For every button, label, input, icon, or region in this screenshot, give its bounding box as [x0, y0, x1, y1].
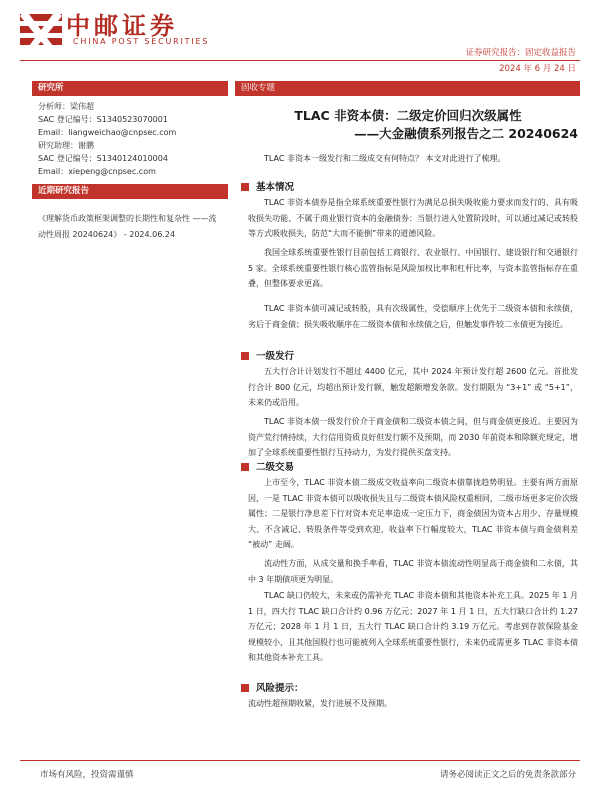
section-bullet-icon: [241, 684, 249, 692]
secondary-paragraph-1: 上市至今，TLAC 非资本债二级成交收益率向二级资本债靠拢趋势明显。主要有两方面原因，一是 TLAC 非资本债可以吸收损失且与二级资本债风险权重相同，二级市场更多定价次级属性；二是银行净息差下行对资本充足率造成一定压力下，商金债因为资本占用少、存量规模大、不含减记、转股条件等受到欢迎，收益率下行幅度较大，TLAC 非资本债与商金债利差 “被动” 走阔。: [248, 478, 578, 550]
section-bullet-icon: [241, 183, 249, 191]
researcher-section-header: 研究所: [32, 81, 228, 96]
footer-disclaimer-left: 市场有风险，投资需谨慎: [40, 770, 134, 780]
assistant-name: 研究助理：谢鹏: [38, 141, 94, 150]
section-title-secondary: 二级交易: [256, 462, 295, 473]
primary-paragraph-1: 五大行合计计划发行不超过 4400 亿元，其中 2024 年预计发行超 2600 亿元。首批发行合计 800 亿元，均超出预计发行额，触发超额增发条款。发行期限为 “3+1” 或 “5+1”，未来仍或沿用。: [248, 367, 578, 408]
analyst-sac-number: SAC 登记编号：S1340523070001: [38, 115, 168, 124]
analyst-name: 分析师：梁伟超: [38, 102, 94, 111]
section-title-basic: 基本情况: [256, 182, 295, 193]
footer-disclaimer-right: 请务必阅读正文之后的免责条款部分: [439, 770, 576, 780]
footer-divider: [20, 760, 580, 761]
report-type: 证券研究报告：固定收益报告: [465, 48, 576, 58]
intro-paragraph: TLAC 非资本一级发行和二级成交有何特点？ 本文对此进行了梳理。: [264, 154, 506, 163]
risk-text: 流动性超预期收紧，发行进展不及预期。: [248, 699, 392, 708]
recent-report-link[interactable]: 《理解货币政策框架调整的长期性和复杂性 ——流动性周报 20240624》 - 2024.06.24: [38, 214, 217, 240]
recent-reports-header: 近期研究报告: [32, 184, 228, 199]
secondary-paragraph-3: TLAC 缺口仍较大，未来或仍需补充 TLAC 非资本债和其他资本补充工具。2025 年 1 月 1 日，四大行 TLAC 缺口合计约 0.96 万亿元；2027 年 1 月 1 日，五大行缺口合计约 1.27 万亿元；2028 年 1 月 1 日，五大行 TLAC 缺口合计约 3.19 万亿元。考虑到存款保险基金规模较小，且其他国股行也可能被列入全球系统重要性银行，未来仍或需更多 TLAC 非资本债和其他资本补充工具。: [248, 591, 578, 663]
section-title-primary: 一级发行: [256, 351, 295, 362]
logo-name: 中邮证券: [66, 12, 178, 40]
assistant-sac-number: SAC 登记编号：S1340124010004: [38, 154, 168, 163]
basic-paragraph-2: 我国全球系统重要性银行目前包括工商银行、农业银行、中国银行、建设银行和交通银行 5 家。全球系统重要性银行核心监管指标是风险加权比率和杠杆比率，与资本监管指标存在重叠，但整体要求更高。: [248, 248, 578, 289]
assistant-email[interactable]: Email：xiepeng@cnpsec.com: [38, 167, 156, 176]
report-subtitle: ——大金融债系列报告之二 20240624: [354, 126, 578, 141]
section-bullet-icon: [241, 352, 249, 360]
primary-paragraph-2: TLAC 非资本债一级发行价介于商金债和二级资本债之间，但与商金债更接近。主要因为资产荒行情持续，大行信用资质良好但发行额不及预期，而 2030 年前资本和除额充规定，增加了全球系统重要性银行互持动力，为发行提供买盘支持。: [248, 417, 578, 458]
basic-paragraph-3: TLAC 非资本债可减记或转股，具有次级属性，受偿顺序上优先于二级资本债和永续债，劣后于商金债；损失吸收顺序在二级资本债和永续债之后，但触发事件较二永债更为接近。: [248, 304, 578, 329]
basic-paragraph-1: TLAC 非资本债券是指全球系统重要性银行为满足总损失吸收能力要求而发行的、具有吸收损失功能、不属于商业银行资本的金融债券：当银行进入处置阶段时，可以通过减记或转股等方式吸收损失，防范“大而不能倒”带来的道德风险。: [248, 198, 578, 239]
category-bar: 固收专题: [235, 81, 580, 96]
section-bullet-icon: [241, 463, 249, 471]
report-title: TLAC 非资本债：二级定价回归次级属性: [294, 108, 522, 123]
header-divider: [20, 60, 580, 61]
secondary-paragraph-2: 流动性方面，从成交量和换手率看，TLAC 非资本债流动性明显高于商金债和二永债，其中 3 年期债项更为明显。: [248, 559, 578, 584]
risk-title: 风险提示：: [256, 683, 304, 694]
analyst-email[interactable]: Email：liangweichao@cnpsec.com: [38, 128, 177, 137]
logo-english-name: CHINA POST SECURITIES: [73, 37, 210, 46]
report-date: 2024 年 6 月 24 日: [499, 64, 576, 74]
company-logo-icon: [20, 10, 62, 52]
